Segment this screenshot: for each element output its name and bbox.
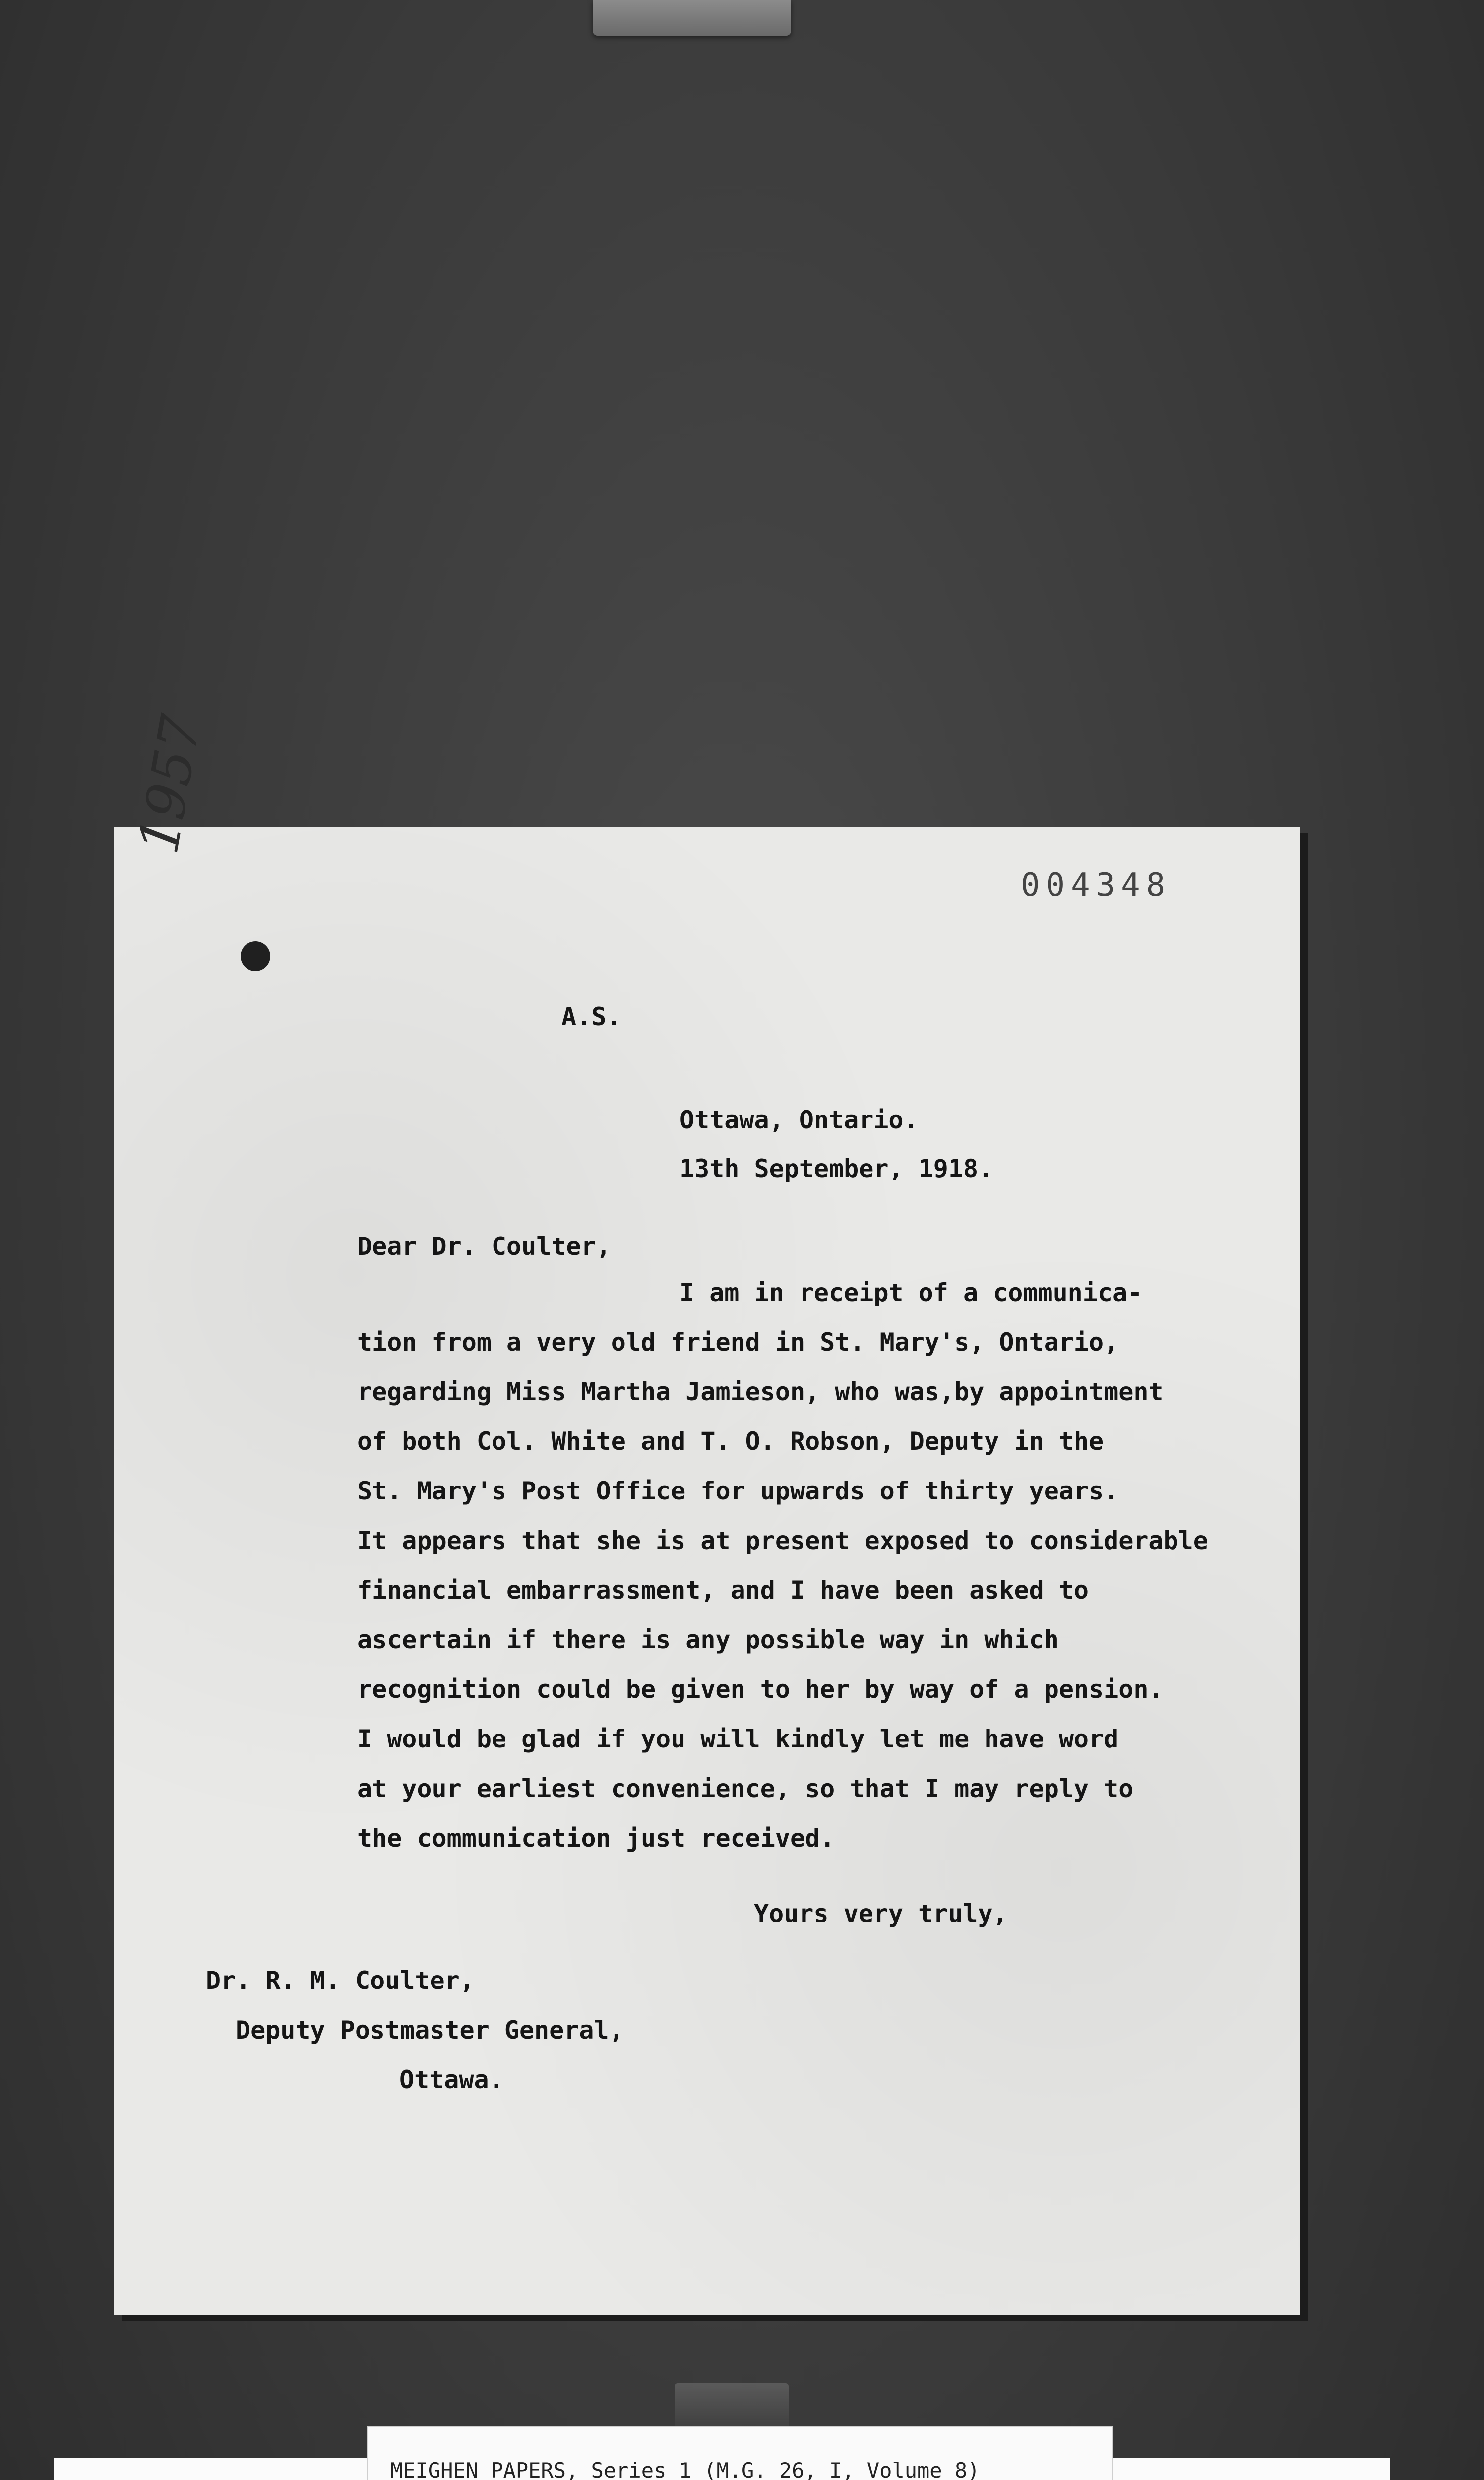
body-line: tion from a very old friend in St. Mary's, Ontario, — [357, 1328, 1119, 1357]
handwritten-number: 1957 — [126, 710, 213, 859]
recipient-title: Deputy Postmaster General, — [236, 2016, 624, 2045]
letter-page — [114, 710, 1300, 2315]
recipient-city: Ottawa. — [399, 2065, 504, 2094]
letter-location: Ottawa, Ontario. — [680, 1106, 919, 1134]
body-line: ascertain if there is any possible way in which — [357, 1625, 1059, 1654]
body-line: I am in receipt of a communica- — [680, 1278, 1143, 1307]
letter-closing: Yours very truly, — [754, 1899, 1008, 1928]
stamp-number: 004348 — [1021, 867, 1172, 904]
body-line: regarding Miss Martha Jamieson, who was,by appointment — [357, 1377, 1164, 1406]
body-line: of both Col. White and T. O. Robson, Deputy in the — [357, 1427, 1104, 1456]
collection-label — [367, 2426, 1113, 2480]
punch-hole — [241, 941, 270, 971]
body-line: recognition could be given to her by way of a pension. — [357, 1675, 1164, 1704]
top-clip — [593, 0, 791, 36]
body-line: I would be glad if you will kindly let me have word — [357, 1725, 1119, 1753]
body-line: St. Mary's Post Office for upwards of thirty years. — [357, 1477, 1119, 1505]
body-line: It appears that she is at present exposed to considerable — [357, 1526, 1208, 1555]
bottom-clip — [675, 2383, 789, 2430]
body-line: financial embarrassment, and I have been asked to — [357, 1576, 1089, 1605]
letter-date: 13th September, 1918. — [680, 1154, 993, 1183]
recipient-name: Dr. R. M. Coulter, — [206, 1966, 475, 1995]
letter-initials: A.S. — [561, 1002, 621, 1031]
letter-salutation: Dear Dr. Coulter, — [357, 1232, 611, 1261]
body-line: at your earliest convenience, so that I may reply to — [357, 1774, 1134, 1803]
collection-label-text: MEIGHEN PAPERS, Series 1 (M.G. 26, I, Volume 8) — [390, 2458, 980, 2480]
body-line: the communication just received. — [357, 1824, 835, 1853]
